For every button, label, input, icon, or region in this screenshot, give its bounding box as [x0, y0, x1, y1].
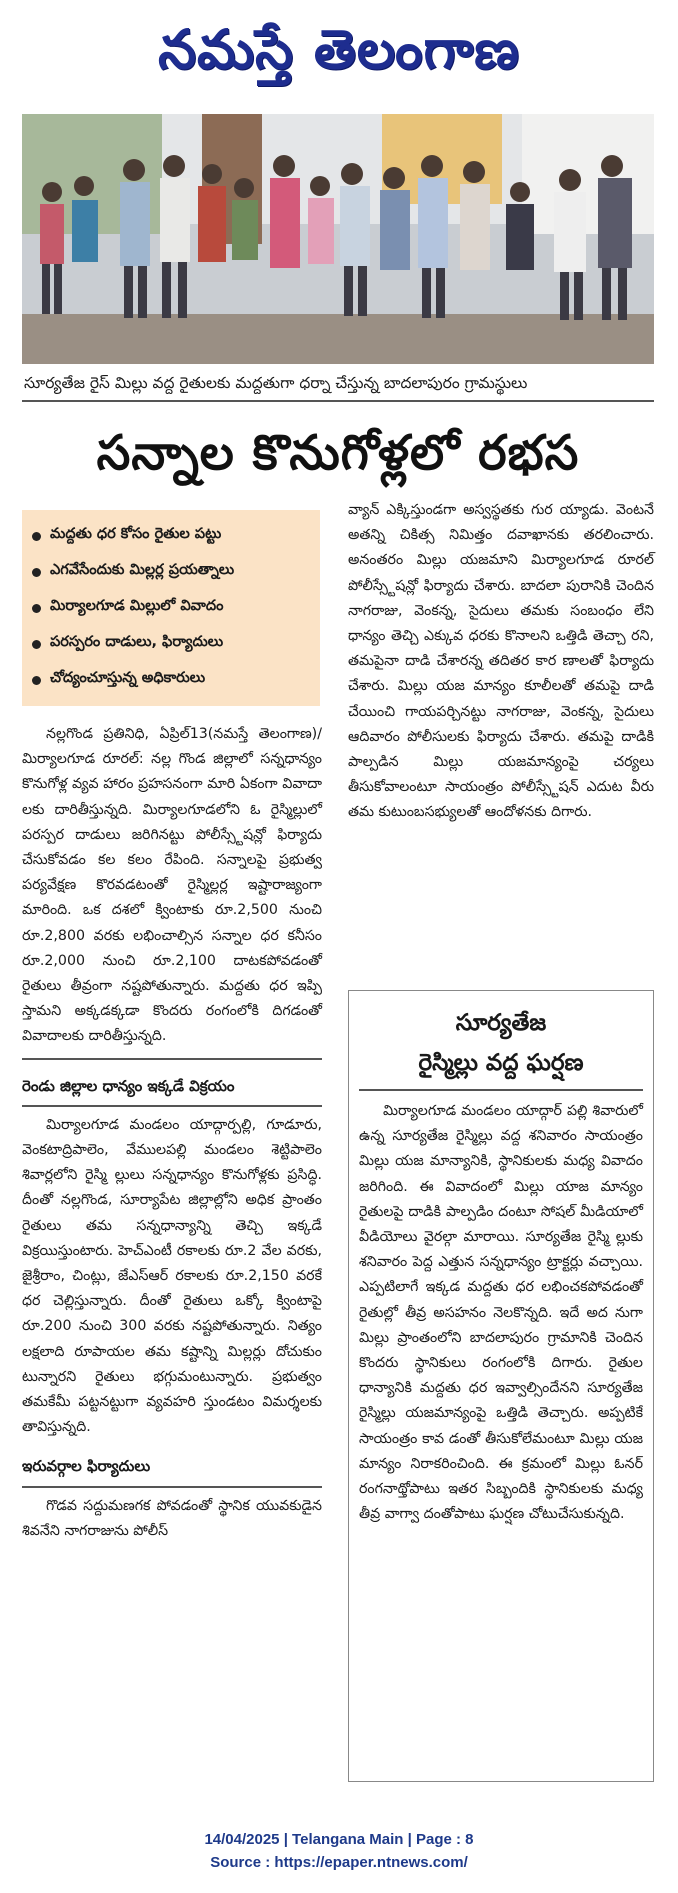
- main-story-left-column: [22, 722, 322, 1544]
- highlights-box: [22, 510, 320, 706]
- newspaper-masthead: [0, 6, 678, 96]
- sidebar-story-box: [348, 990, 654, 1782]
- page-footer: [0, 1828, 678, 1874]
- sidebar-story-title: సూర్యతేజ రైస్మిల్లు వద్ద ఘర్షణ: [418, 1010, 584, 1076]
- sidebar-story-body: మిర్యాలగూడ మండలం యాద్గార్ పల్లి శివారులో ఉన్న సూర్యతేజ రైస్మిల్లు వద్ద శనివారం సాయంత్రం మిల్లు యజ మాన్యానికి, స్థానికులకు మధ్య వివాదం జరిగింది. ఈ వివాదంలో మిల్లు యాజ మాన్యం రైతులపై దాడికి పాల్పడిం దంటూ సోషల్ మీడియాలో వీడియోలు వైరల్గా మారాయి. సూర్యతేజ రైస్మి ల్లుకు శనివారం పెద్ద ఎత్తున సన్నధాన్యం ట్రాక్టర్లు వచ్చాయి. ఎప్పటిలాగే ఇక్కడ మద్దతు ధర లభించకపోవడంతో రైతుల్లో తీవ్ర అసహనం నెలకొన్నది. ఇదే అద నుగా మిల్లు ప్రాంతంలోని బాదలాపురం గ్రామానికి చెందిన కొందరు స్థానికులు రంగంలోకి దిగారు. రైతుల ధాన్యానికి మద్దతు ధర ఇవ్వాల్సిందేనని సూర్యతేజ రైస్మిల్లు యజమాన్యంపై ఒత్తిడి తెచ్చారు. అప్పటికే సాయంత్రం కావ డంతో తీసుకోలేమంటూ మిల్లు యజ మాన్యం నిరాకరించింది. ఈ క్రమంలో మిల్లు ఓనర్ రంగనాథ్తోపాటు ఇతర సిబ్బందికి స్థానికులకు మధ్య తీవ్ర వాగ్వా దంతోపాటు ఘర్షణ చోటుచేసుకున్నది.: [359, 1103, 643, 1523]
- main-story-right-column: [348, 498, 654, 826]
- highlight-item: చోద్యంచూస్తున్న అధికారులు: [32, 662, 310, 698]
- highlight-item: మద్దతు ధర కోసం రైతుల పట్టు: [32, 518, 310, 554]
- story-paragraph: వ్యాన్ ఎక్కిస్తుండగా అస్వస్థతకు గుర య్యాడు. వెంటనే అతన్ని చికిత్స నిమిత్తం దవాఖానకు తరలించారు. అనంతరం మిల్లు యజమాని మిర్యాలగూడ రూరల్ పోలీస్స్టేషన్లో ఫిర్యాదు చేశారు. బాదలా పురానికి చెందిన నాగరాజు, వెంకన్న, సైదులు తమకు సంబంధం లేని ధాన్యం తెచ్చి ఎక్కువ ధరకు కొనాలని ఒత్తిడి తెచ్చా రని, తమపైనా దాడి చేశారన్న తదితర కార ణాలతో ఫిర్యాదు చేశారు. మిల్లు యజ మాన్యం కూలీలతో తమపై దాడి చేయించి గాయపర్చినట్టు నాగరాజు, వెంకన్న, సైదులు ఆదివారం పోలీసులకు ఫిర్యాదు చేశారు. తమపై దాడికి పాల్పడిన మిల్లు యజమాన్యంపై చర్యలు తీసుకోవాలంటూ సాయంత్రం పోలీస్స్టేషన్ ఎదుట వీరు తమ కుటుంబసభ్యులతో ఆందోళనకు దిగారు.: [348, 502, 654, 821]
- story-paragraph: మిర్యాలగూడ మండలం యాద్గార్పల్లి, గూడూరు, వెంకటాద్రిపాలెం, వేములపల్లి మండలం శెట్టిపాలెం శివార్లలోని రైస్మి ల్లులు సన్నధాన్యం కొనుగోళ్లకు ప్రసిద్ధి. దీంతో నల్లగొండ, సూర్యాపేట జిల్లాల్లోని అధిక ప్రాంతం రైతులు తమ సన్నధాన్యాన్ని తెచ్చి ఇక్కడే విక్రయిస్తుంటారు. హెచ్ఎంటీ రకాలకు రూ.2 వేల వరకు, జైశ్రీరాం, చింట్లు, జేఎస్ఆర్ రకాలకు రూ.2,150 వరకే ధర చెల్లిస్తున్నారు. దీంతో రైతులు ఒక్కో క్వింటాపై రూ.200 నుంచి 300 వరకు నష్టపోతున్నారు. నిత్యం లక్షలాది రూపాయల తమ కష్టాన్ని మిల్లర్లు దోచుకుం టున్నారని రైతులు భగ్గుమంటున్నారు. ప్రభుత్వం తమకేమీ పట్టనట్టుగా వ్యవహరి స్తుండటం విమర్శలకు తావిస్తున్నది.: [22, 1116, 322, 1436]
- bullet-icon: [32, 676, 41, 685]
- title-divider: [359, 1089, 643, 1091]
- bullet-icon: [32, 568, 41, 577]
- subheading: ఇరువర్గాల ఫిర్యాదులు: [22, 1457, 151, 1476]
- section-divider: [22, 1105, 322, 1107]
- section-divider: [22, 1058, 322, 1060]
- main-headline: సన్నాల కొనుగోళ్లలో రభస: [96, 425, 580, 481]
- subheading: రెండు జిల్లాల ధాన్యం ఇక్కడే విక్రయం: [22, 1076, 235, 1095]
- highlight-item: పరస్పరం దాడులు, ఫిర్యాదులు: [32, 626, 310, 662]
- footer-date-edition: 14/04/2025 | Telangana Main | Page : 8: [204, 1831, 474, 1848]
- bullet-icon: [32, 604, 41, 613]
- story-paragraph: నల్లగొండ ప్రతినిధి, ఏప్రిల్13(నమస్తే తెలంగాణ)/మిర్యాలగూడ రూరల్: నల్ల గొండ జిల్లాలో సన్నధాన్యం కొనుగోళ్ల వ్యవ హారం ప్రహసనంగా మారి ఏకంగా వివాదా లకు దారితీస్తున్నది. మిర్యాలగూడలోని ఓ రైస్మిల్లులో పరస్పర దాడులు జరిగినట్టు పోలీస్స్టేషన్లో ఫిర్యాదు చేసుకోవడం కల కలం రేపింది. సన్నాలపై ప్రభుత్వ పర్యవేక్షణ కొరవడటంతో రైస్మిల్లర్ల ఇష్టారాజ్యంగా మారింది. ఒక దశలో క్వింటాకు రూ.2,500 నుంచి రూ.2,800 వరకు లభించాల్సిన సన్నాల ధర కనీసం రూ.2,000 నుంచి రూ.2,100 దాటకపోవడంతో రైతులు తీవ్రంగా నష్టపోతున్నారు. మద్దతు ధర ఇప్పి స్తామని అక్కడక్కడా కొందరు రంగంలోకి దిగడంతో వివాదాలకు దారితీస్తున్నది.: [22, 726, 322, 1045]
- highlight-item: మిర్యాలగూడ మిల్లులో వివాదం: [32, 590, 310, 626]
- story-paragraph: గొడవ సద్దుమణగక పోవడంతో స్థానిక యువకుడైన శివనేని నాగరాజును పోలీస్: [22, 1497, 322, 1539]
- caption-divider: [22, 400, 654, 402]
- bullet-icon: [32, 532, 41, 541]
- bullet-icon: [32, 640, 41, 649]
- highlight-item: ఎగవేసేందుకు మిల్లర్ల ప్రయత్నాలు: [32, 554, 310, 590]
- section-divider: [22, 1486, 322, 1488]
- footer-source-link[interactable]: Source : https://epaper.ntnews.com/: [210, 1854, 468, 1871]
- news-photo: [22, 114, 654, 364]
- masthead-title: నమస్తే తెలంగాణ: [158, 18, 520, 81]
- photo-caption: సూర్యతేజ రైస్ మిల్లు వద్ద రైతులకు మద్దతుగా ధర్నా చేస్తున్న బాదలాపురం గ్రామస్థులు: [24, 374, 528, 392]
